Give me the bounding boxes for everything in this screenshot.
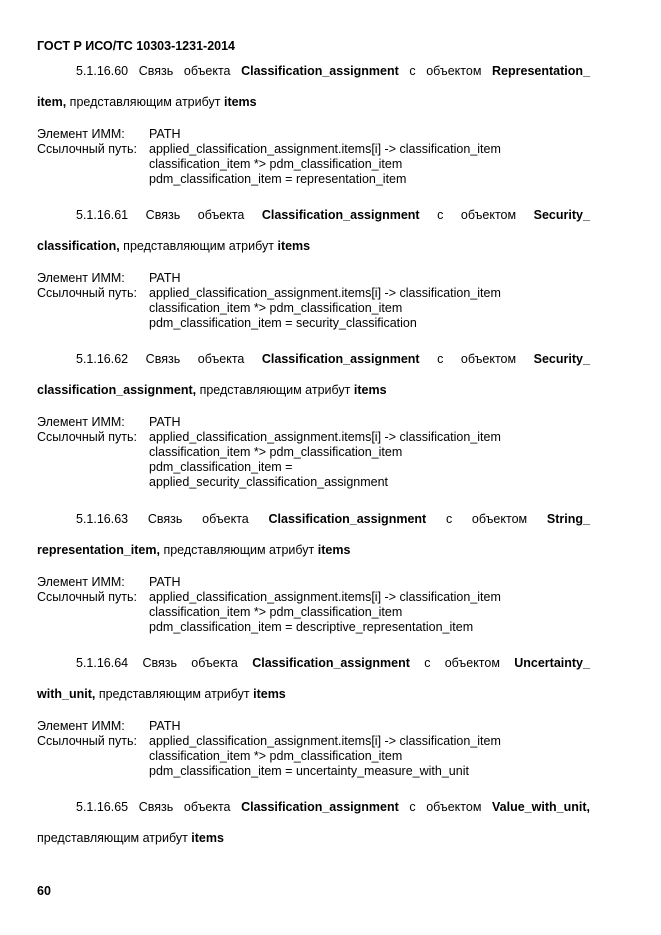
- mapping-block: [37, 271, 597, 331]
- heading-line: 5.1.16.61 Связь объекта Classification_assignment с объектом Security_: [76, 208, 590, 222]
- path-row: [37, 475, 597, 490]
- path-label: Ссылочный путь:: [37, 734, 137, 748]
- target-entity: Security_: [533, 352, 590, 366]
- heading-line-continuation: classification_assignment, представляющим атрибут items: [37, 383, 387, 397]
- path-line: applied_classification_assignment.items[i] -> classification_item: [149, 286, 501, 300]
- heading-line-continuation: item, представляющим атрибут items: [37, 95, 257, 109]
- path-row: [37, 172, 597, 187]
- mapping-block: [37, 127, 597, 187]
- path-row: [37, 301, 597, 316]
- path-line: pdm_classification_item = security_classification: [149, 316, 417, 330]
- element-value: PATH: [149, 415, 181, 429]
- attribute-name: items: [317, 543, 351, 557]
- path-row: [37, 157, 597, 172]
- attribute-name: items: [191, 831, 224, 845]
- section-number: 5.1.16.65: [76, 800, 129, 814]
- path-line: classification_item *> pdm_classification_item: [149, 301, 403, 315]
- path-row: [37, 445, 597, 460]
- target-entity: Value_with_unit,: [492, 800, 590, 814]
- target-entity: Representation_: [492, 64, 590, 78]
- mapping-block: [37, 719, 597, 779]
- path-line: classification_item *> pdm_classification_item: [149, 445, 403, 459]
- path-label: Ссылочный путь:: [37, 286, 137, 300]
- mapping-block: [37, 415, 597, 490]
- path-row: [37, 460, 597, 475]
- path-line: classification_item *> pdm_classification_item: [149, 749, 403, 763]
- path-line: pdm_classification_item =: [149, 460, 293, 474]
- path-row: [37, 316, 597, 331]
- target-entity: Security_: [533, 208, 590, 222]
- path-row: [37, 764, 597, 779]
- element-label: Элемент ИММ:: [37, 415, 125, 429]
- mapping-block: [37, 575, 597, 635]
- element-value: PATH: [149, 127, 181, 141]
- path-label: Ссылочный путь:: [37, 430, 137, 444]
- path-label: Ссылочный путь:: [37, 142, 137, 156]
- heading-line: 5.1.16.62 Связь объекта Classification_assignment с объектом Security_: [76, 352, 590, 366]
- path-line: pdm_classification_item = uncertainty_measure_with_unit: [149, 764, 469, 778]
- element-row: [37, 127, 597, 142]
- path-line: classification_item *> pdm_classification_item: [149, 157, 403, 171]
- element-value: PATH: [149, 271, 181, 285]
- element-label: Элемент ИММ:: [37, 271, 125, 285]
- attribute-name: items: [353, 383, 387, 397]
- entity-name: Classification_assignment: [241, 800, 399, 814]
- path-row: [37, 734, 597, 749]
- heading-line-continuation: classification, представляющим атрибут items: [37, 239, 311, 253]
- heading-line-continuation: представляющим атрибут items: [37, 831, 224, 845]
- path-line: applied_classification_assignment.items[i] -> classification_item: [149, 430, 501, 444]
- path-line: applied_classification_assignment.items[i] -> classification_item: [149, 590, 501, 604]
- attribute-name: items: [223, 95, 257, 109]
- attribute-name: items: [277, 239, 311, 253]
- section-number: 5.1.16.62: [76, 352, 129, 366]
- path-row: [37, 286, 597, 301]
- path-row: [37, 620, 597, 635]
- entity-name: Classification_assignment: [261, 352, 420, 366]
- element-value: PATH: [149, 719, 181, 733]
- element-value: PATH: [149, 575, 181, 589]
- heading-line: 5.1.16.63 Связь объекта Classification_assignment с объектом String_: [76, 512, 590, 526]
- attribute-name: items: [253, 687, 286, 701]
- path-row: [37, 430, 597, 445]
- entity-name: Classification_assignment: [252, 656, 410, 670]
- page-number: 60: [37, 884, 51, 898]
- path-line: pdm_classification_item = descriptive_representation_item: [149, 620, 474, 634]
- heading-line-continuation: with_unit, представляющим атрибут items: [37, 687, 286, 701]
- section-number: 5.1.16.63: [76, 512, 129, 526]
- path-row: [37, 749, 597, 764]
- path-row: [37, 605, 597, 620]
- section-number: 5.1.16.60: [76, 64, 129, 78]
- heading-line: 5.1.16.65 Связь объекта Classification_assignment с объектом Value_with_unit,: [76, 800, 590, 814]
- target-entity: String_: [546, 512, 590, 526]
- path-row: [37, 142, 597, 157]
- element-label: Элемент ИММ:: [37, 719, 125, 733]
- path-row: [37, 590, 597, 605]
- path-line: applied_classification_assignment.items[i] -> classification_item: [149, 734, 501, 748]
- path-line: classification_item *> pdm_classification_item: [149, 605, 403, 619]
- section-number: 5.1.16.61: [76, 208, 129, 222]
- heading-line-continuation: representation_item, представляющим атрибут items: [37, 543, 351, 557]
- heading-line: 5.1.16.64 Связь объекта Classification_assignment с объектом Uncertainty_: [76, 656, 590, 670]
- element-label: Элемент ИММ:: [37, 127, 125, 141]
- element-label: Элемент ИММ:: [37, 575, 125, 589]
- entity-name: Classification_assignment: [241, 64, 399, 78]
- element-row: [37, 719, 597, 734]
- section-number: 5.1.16.64: [76, 656, 129, 670]
- path-label: Ссылочный путь:: [37, 590, 137, 604]
- heading-line: 5.1.16.60 Связь объекта Classification_assignment с объектом Representation_: [76, 64, 590, 78]
- entity-name: Classification_assignment: [268, 512, 427, 526]
- path-line: applied_security_classification_assignment: [149, 475, 389, 489]
- path-line: pdm_classification_item = representation_item: [149, 172, 407, 186]
- target-entity: Uncertainty_: [514, 656, 590, 670]
- element-row: [37, 415, 597, 430]
- entity-name: Classification_assignment: [261, 208, 420, 222]
- document-header: ГОСТ Р ИСО/ТС 10303-1231-2014: [37, 39, 236, 53]
- path-line: applied_classification_assignment.items[i] -> classification_item: [149, 142, 501, 156]
- element-row: [37, 271, 597, 286]
- element-row: [37, 575, 597, 590]
